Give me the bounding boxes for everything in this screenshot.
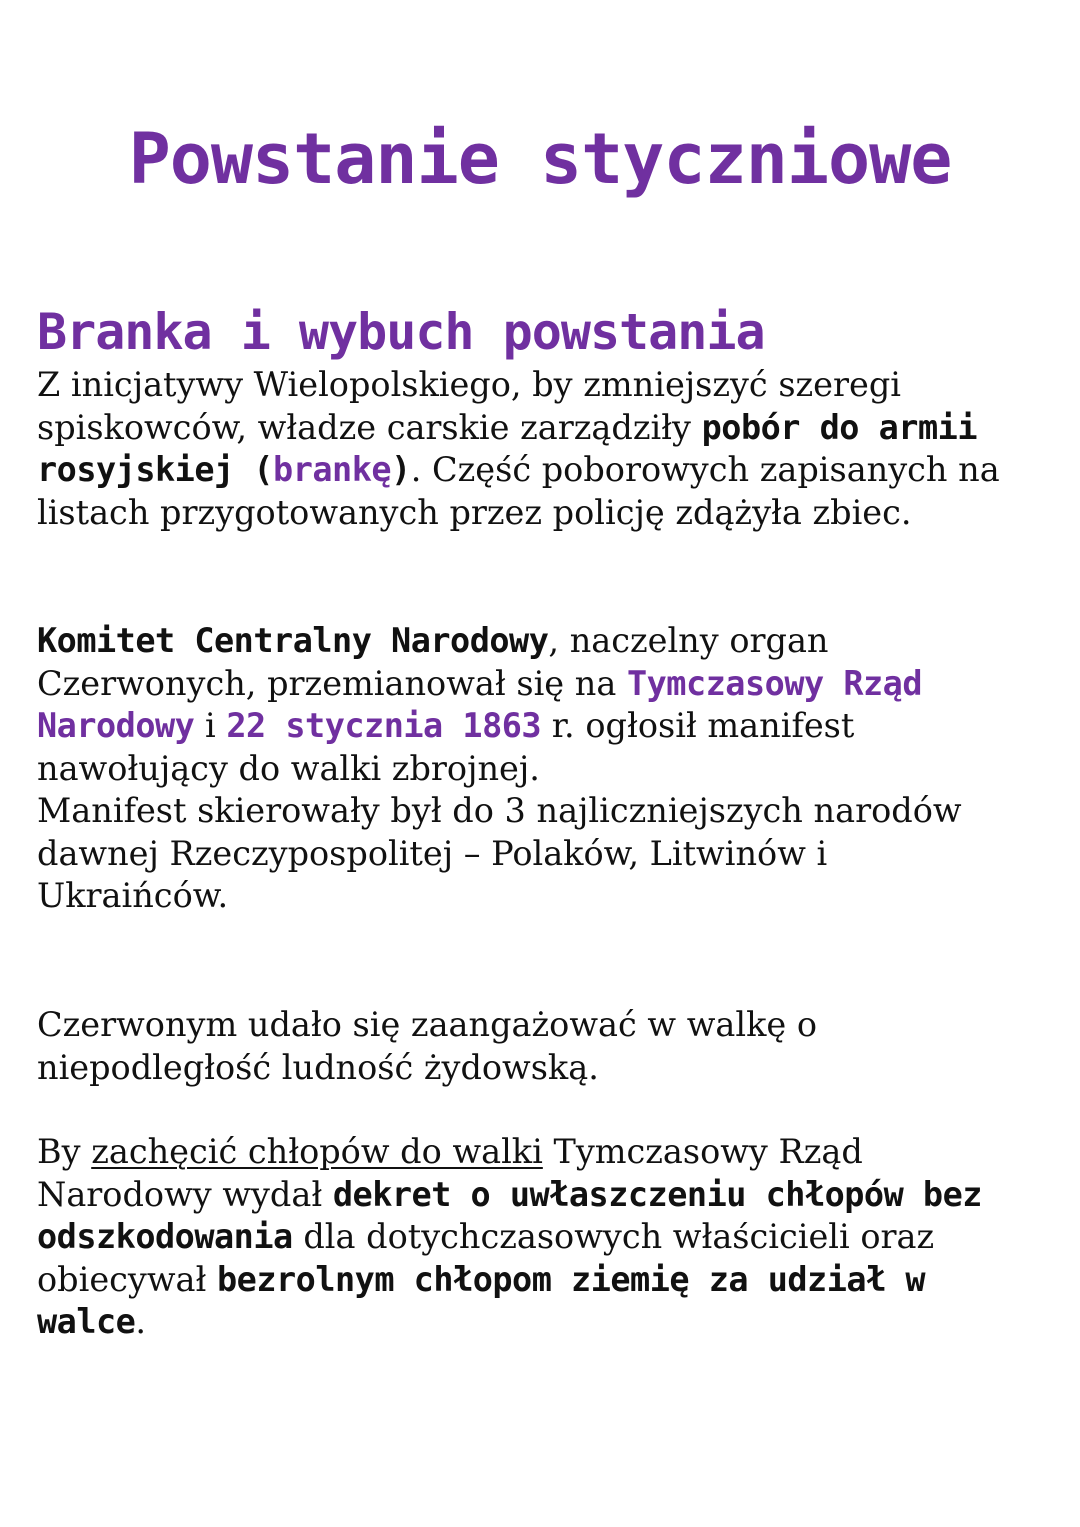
text-line [37,620,1047,663]
bold-text: dekret o uwłaszczeniu chłopów bez [332,1174,982,1214]
highlight-term-rzad: Narodowy [37,706,195,745]
text-line [37,663,1047,706]
text: , naczelny organ [548,621,829,660]
page-title: Powstanie styczniowe [128,117,952,200]
text-line [37,1004,1047,1047]
text: obiecywał [37,1259,217,1299]
section-heading: Branka i wybuch powstania [37,302,765,361]
text: Ukraińców. [37,876,229,915]
text: i [194,706,227,745]
paragraph-dekret [37,1131,1047,1344]
text: dawnej Rzeczypospolitej – Polaków, Litwinów i [37,833,828,873]
text: spiskowców, władze carskie zarządziły [37,407,702,447]
highlight-date: 22 stycznia 1863 [226,706,542,745]
text: Narodowy wydał [37,1174,333,1214]
bold-text: bezrolnym chłopom ziemię za udział w [217,1259,926,1299]
text: Czerwonym udało się zaangażować w walkę o [37,1005,818,1044]
paragraph-branka [37,364,1047,534]
text: listach przygotowanych przez policję zdążyła zbiec. [37,492,912,532]
bold-text: rosyjskiej ( [37,450,274,489]
text: By [37,1132,92,1171]
text: Manifest skierowały był do 3 najliczniejszych narodów [37,791,962,830]
text-line [37,1301,1047,1344]
text-line [37,1131,1047,1174]
text: . [135,1302,146,1341]
underlined-text: zachęcić chłopów do walki [91,1132,543,1171]
text: Tymczasowy Rząd [542,1132,863,1171]
text: r. ogłosił manifest [541,706,855,745]
bold-text: ) [391,450,411,489]
text-line [37,492,1047,535]
text-line [37,748,1047,791]
text: niepodległość ludność żydowską. [37,1047,599,1087]
text: nawołujący do walki zbrojnej. [37,748,540,788]
text-line [37,407,1047,450]
text-line [37,449,1047,492]
text-line [37,1216,1047,1259]
bold-text: odszkodowania [37,1217,293,1256]
text-line [37,364,1047,407]
text: Z inicjatywy Wielopolskiego, by zmniejszyć szeregi [37,365,901,404]
bold-text: walce [37,1302,136,1341]
text-line [37,790,1047,833]
paragraph-komitet [37,620,1047,918]
highlight-term-rzad: Tymczasowy Rząd [626,663,922,703]
bold-text: Komitet Centralny Narodowy [37,621,549,660]
text: dla dotychczasowych właścicieli oraz [292,1217,935,1256]
text: Czerwonych, przemianował się na [37,663,627,703]
text-line [37,1174,1047,1217]
paragraph-ludnosc [37,1004,1047,1089]
text-line [37,833,1047,876]
text-line [37,875,1047,918]
text: . Część poborowych zapisanych na [410,450,1000,489]
text-line [37,1259,1047,1302]
highlight-term-branka: brankę [273,450,392,489]
text-line [37,705,1047,748]
bold-text: pobór do armii [701,407,977,447]
text-line [37,1047,1047,1090]
